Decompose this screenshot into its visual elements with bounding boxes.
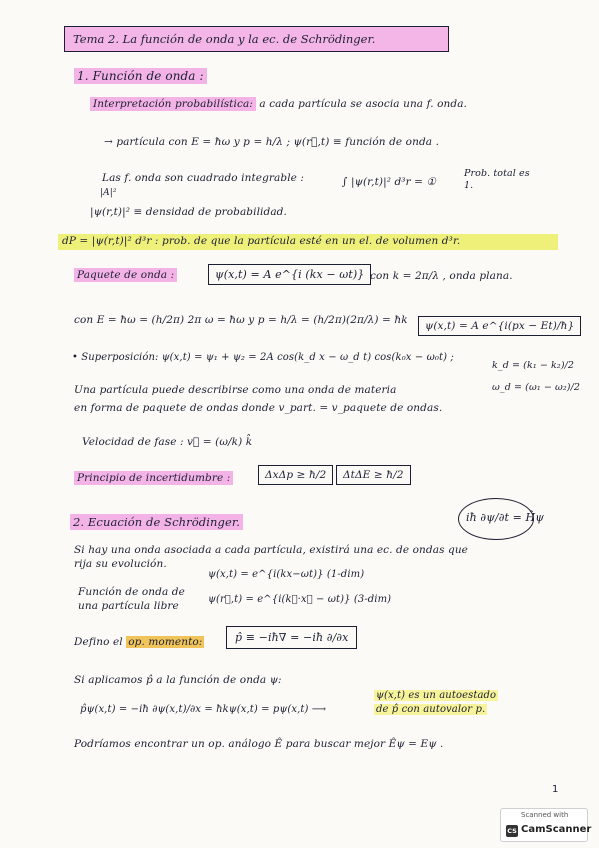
phase-velocity: Velocidad de fase : v⃗ = (ω/k) k̂	[82, 436, 253, 448]
page-title	[64, 26, 449, 52]
free-1d: ψ(x,t) = e^{i(kx−ωt)} (1-dim)	[208, 569, 365, 580]
scanner-badge	[500, 808, 592, 842]
title-text: Tema 2. La función de onda y la ec. de Schrödinger.	[73, 32, 376, 46]
scanned-with-text: Scanned with	[521, 811, 569, 819]
eigen-2: de p̂ con autovalor p.	[376, 704, 486, 715]
k-def: k_d = (k₁ − k₂)/2	[492, 360, 575, 371]
psi-sq-note: |A|²	[100, 188, 117, 198]
uncertainty-label: Principio de incertidumbre :	[74, 471, 233, 485]
camscanner-name: CamScanner	[521, 824, 592, 835]
eigen-1: ψ(x,t) es un autoestado	[376, 690, 497, 701]
uncertainty-box-2: ΔtΔE ≥ ħ/2	[336, 465, 411, 485]
section1-heading: 1. Función de onda :	[74, 68, 207, 84]
packet-formula: ψ(x,t) = A e^{i (kx − ωt)}	[208, 264, 371, 285]
packet-label: Paquete de onda :	[74, 268, 177, 282]
desc-2: en forma de paquete de ondas donde v_part. = v_paquete de ondas.	[74, 402, 443, 414]
dp-line: dP = |ψ(r,t)|² d³r : prob. de que la partícula esté en un el. de volumen d³r.	[62, 235, 461, 247]
packet-with-e: con E = ħω = (h/2π) 2π ω = ħω y p = h/λ = (h/2π)(2π/λ) = ħk	[74, 314, 408, 326]
free-label-1: Función de onda de	[78, 586, 185, 598]
packet-with-k: con k = 2π/λ , onda plana.	[370, 270, 513, 282]
momentum-operator: p̂ ≡ −iħ∇ = −iħ ∂/∂x	[226, 626, 357, 649]
w-def: ω_d = (ω₁ − ω₂)/2	[492, 382, 581, 393]
particle-line: → partícula con E = ħω y p = h/λ ; ψ(r⃗,t) ≡ función de onda .	[104, 136, 440, 148]
interp-label: Interpretación probabilística:	[90, 97, 256, 111]
last-line: Podríamos encontrar un op. análogo Ê para buscar mejor Êψ = Eψ .	[74, 738, 444, 750]
interp-line	[90, 98, 467, 110]
intro-1: Si hay una onda asociada a cada partícula, existirá una ec. de ondas que	[74, 544, 468, 556]
interp-text: a cada partícula se asocia una f. onda.	[259, 98, 467, 110]
free-3d: ψ(r⃗,t) = e^{i(k⃗·x⃗ − ωt)} (3-dim)	[208, 594, 392, 605]
superposition: • Superposición: ψ(x,t) = ψ₁ + ψ₂ = 2A cos(k_d x − ω_d t) cos(k₀x − ω₀t) ;	[72, 352, 454, 363]
prob-total: Prob. total es 1.	[464, 168, 530, 191]
sq-integrable: Las f. onda son cuadrado integrable :	[102, 172, 305, 184]
page-number: 1	[552, 784, 559, 795]
uncertainty-box-1: ΔxΔp ≥ ħ/2	[258, 465, 333, 485]
momentum-label: Defino el	[74, 636, 123, 648]
apply-equation: p̂ψ(x,t) = −iħ ∂ψ(x,t)/∂x = ħkψ(x,t) = pψ(x,t) ⟶	[80, 704, 327, 715]
free-label-2: una partícula libre	[78, 600, 179, 612]
section2-heading: 2. Ecuación de Schrödinger.	[70, 514, 243, 530]
intro-2: rija su evolución.	[74, 558, 167, 570]
camscanner-logo-icon: CS	[507, 827, 517, 835]
desc-1: Una partícula puede describirse como una onda de materia	[74, 384, 397, 396]
apply-line: Si aplicamos p̂ a la función de onda ψ:	[74, 674, 282, 686]
normalization-integral: ∫ |ψ(r,t)|² d³r = ①	[342, 176, 437, 188]
momentum-highlight: op. momento:	[128, 636, 203, 648]
momentum-line	[74, 636, 204, 648]
density-line: |ψ(r,t)|² ≡ densidad de probabilidad.	[90, 206, 287, 218]
schrodinger-eq: iħ ∂ψ/∂t = Ĥψ	[466, 511, 544, 524]
packet-formula-2: ψ(x,t) = A e^{i(px − Et)/ħ}	[418, 316, 581, 336]
